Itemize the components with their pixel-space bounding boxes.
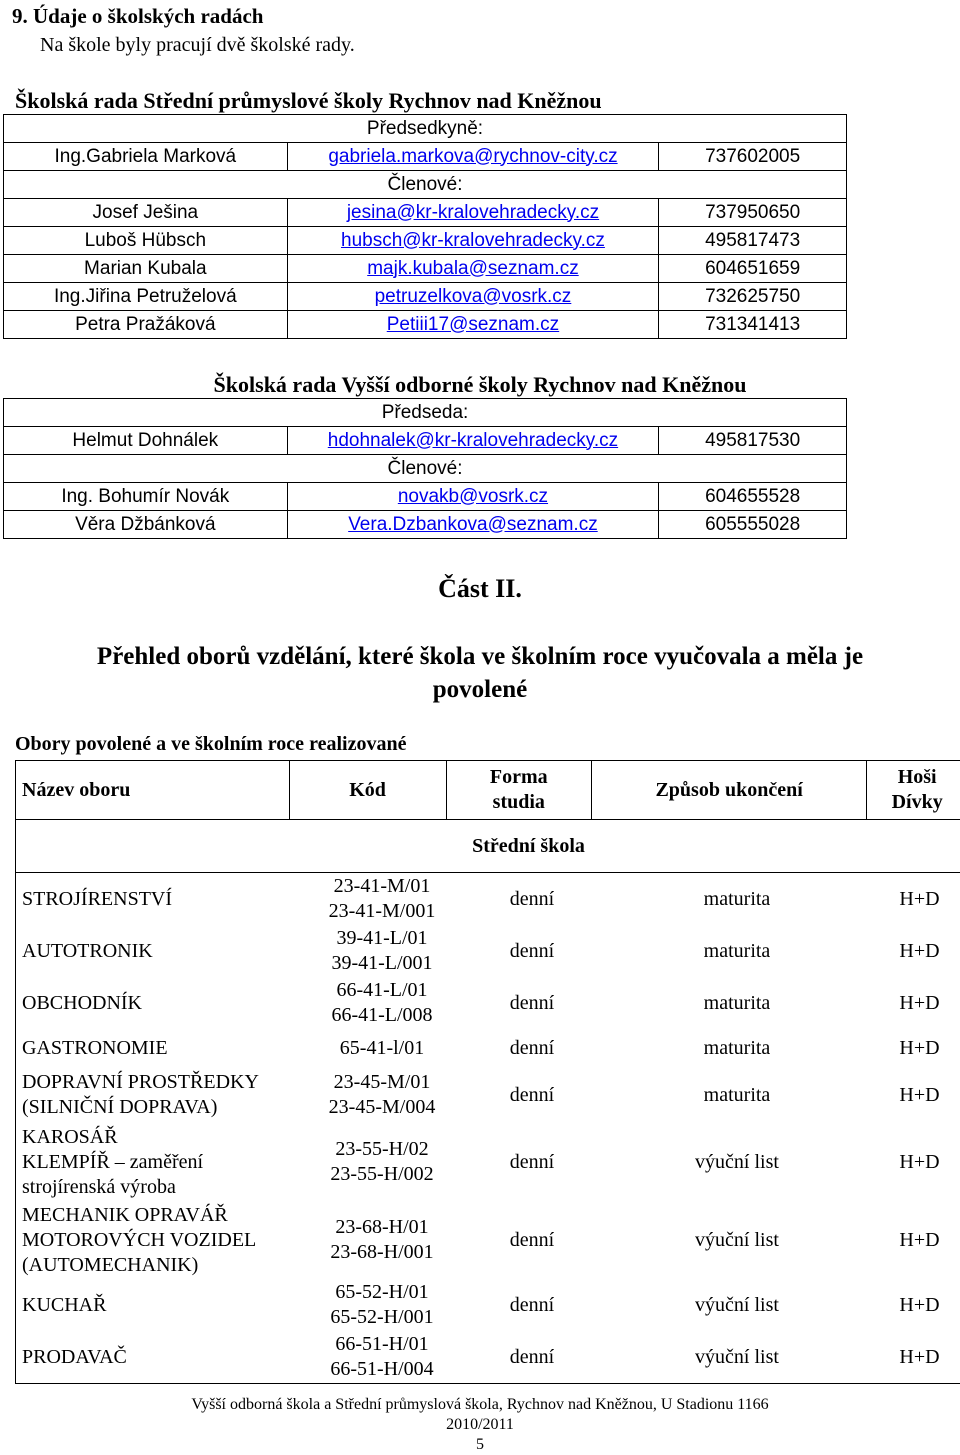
- field-ending: maturita: [602, 940, 872, 963]
- field-code: 65-52-H/01: [302, 1280, 462, 1305]
- chair-label: Předseda:: [4, 399, 847, 427]
- fields-header-row: [16, 761, 960, 820]
- field-name: [16, 1293, 302, 1318]
- field-code: 23-55-H/002: [302, 1162, 462, 1187]
- field-ending: maturita: [602, 1037, 872, 1060]
- field-code: 66-41-L/008: [302, 1003, 462, 1028]
- footer-school: Vyšší odborná škola a Střední průmyslová škola, Rychnov nad Kněžnou, U Stadionu 1166: [0, 1395, 960, 1415]
- field-ending: maturita: [602, 992, 872, 1015]
- rada-sps-table: [3, 114, 847, 339]
- field-code: 39-41-L/01: [302, 926, 462, 951]
- footer: [0, 1395, 960, 1455]
- field-codes: [302, 1070, 462, 1120]
- field-name-line: AUTOTRONIK: [22, 939, 302, 964]
- field-ending: výuční list: [602, 1346, 872, 1369]
- field-codes: [302, 1036, 462, 1061]
- member-row: [4, 283, 847, 311]
- email-link[interactable]: Vera.Dzbankova@seznam.cz: [348, 514, 598, 535]
- field-ending: výuční list: [602, 1294, 872, 1317]
- member-row: [4, 227, 847, 255]
- phone: 495817473: [659, 227, 847, 255]
- phone: 737950650: [659, 199, 847, 227]
- phone: 495817530: [659, 427, 847, 455]
- field-name-line: KAROSÁŘ: [22, 1125, 302, 1150]
- field-row: [16, 1331, 960, 1383]
- field-name-line: strojírenská výroba: [22, 1175, 302, 1200]
- field-ending: výuční list: [602, 1229, 872, 1252]
- school-label: Střední škola: [16, 820, 960, 873]
- field-name-line: GASTRONOMIE: [22, 1036, 302, 1061]
- email-link[interactable]: novakb@vosrk.cz: [398, 486, 548, 507]
- member-row: [4, 483, 847, 511]
- field-gender: H+D: [872, 1151, 960, 1174]
- overview-line-1: Přehled oborů vzdělání, které škola ve školním roce vyučovala a měla je: [20, 640, 940, 673]
- chair-row: [4, 143, 847, 171]
- header-form: [446, 761, 591, 820]
- field-gender: H+D: [872, 1084, 960, 1107]
- phone: 732625750: [659, 283, 847, 311]
- field-code: 23-45-M/004: [302, 1095, 462, 1120]
- field-row: [16, 1067, 960, 1123]
- field-gender: H+D: [872, 1037, 960, 1060]
- field-code: 23-68-H/01: [302, 1215, 462, 1240]
- phone: 731341413: [659, 311, 847, 339]
- field-code: 23-55-H/02: [302, 1137, 462, 1162]
- page-number: 5: [0, 1435, 960, 1455]
- field-name-line: PRODAVAČ: [22, 1345, 302, 1370]
- field-code: 39-41-L/001: [302, 951, 462, 976]
- field-code: 65-52-H/001: [302, 1305, 462, 1330]
- person-name: Ing. Bohumír Novák: [4, 483, 288, 511]
- field-codes: [302, 1332, 462, 1382]
- field-ending: výuční list: [602, 1151, 872, 1174]
- field-gender: H+D: [872, 888, 960, 911]
- header-gender-1: Hoši: [873, 765, 960, 790]
- field-row: [16, 1279, 960, 1331]
- header-gender-2: Dívky: [873, 790, 960, 815]
- field-codes: [302, 1137, 462, 1187]
- field-name: [16, 991, 302, 1016]
- field-name-line: KUCHAŘ: [22, 1293, 302, 1318]
- section-9-intro: Na škole byly pracují dvě školské rady.: [40, 34, 355, 57]
- overview-title: [20, 640, 940, 706]
- field-name-line: DOPRAVNÍ PROSTŘEDKY: [22, 1070, 302, 1095]
- phone: 737602005: [659, 143, 847, 171]
- header-gender: [867, 761, 960, 820]
- field-codes: [302, 1215, 462, 1265]
- field-row: [16, 1029, 960, 1067]
- email-link[interactable]: petruzelkova@vosrk.cz: [375, 286, 572, 307]
- field-codes: [302, 1280, 462, 1330]
- header-form-1: Forma: [453, 765, 585, 790]
- field-name: [16, 1070, 302, 1120]
- fields-subheading: Obory povolené a ve školním roce realizované: [15, 733, 406, 756]
- footer-year: 2010/2011: [0, 1415, 960, 1435]
- rada-vos-title: Školská rada Vyšší odborné školy Rychnov nad Kněžnou: [0, 372, 960, 398]
- member-row: [4, 511, 847, 539]
- rada-vos-table: [3, 398, 847, 539]
- field-codes: [302, 978, 462, 1028]
- field-gender: H+D: [872, 1346, 960, 1369]
- person-name: Věra Džbánková: [4, 511, 288, 539]
- member-row: [4, 311, 847, 339]
- field-row: [16, 977, 960, 1029]
- field-form: denní: [462, 992, 602, 1015]
- member-row: [4, 255, 847, 283]
- header-code: Kód: [289, 761, 446, 820]
- field-gender: H+D: [872, 992, 960, 1015]
- field-code: 66-51-H/01: [302, 1332, 462, 1357]
- phone: 604655528: [659, 483, 847, 511]
- rada-sps-title: Školská rada Střední průmyslové školy Rychnov nad Kněžnou: [15, 88, 602, 114]
- part-2-title: Část II.: [0, 574, 960, 604]
- field-name: [16, 1125, 302, 1200]
- field-name-line: MOTOROVÝCH VOZIDEL: [22, 1228, 302, 1253]
- field-name: [16, 1345, 302, 1370]
- overview-line-2: povolené: [20, 673, 940, 706]
- members-label: Členové:: [4, 171, 847, 199]
- field-form: denní: [462, 940, 602, 963]
- field-form: denní: [462, 1294, 602, 1317]
- field-name: [16, 1203, 302, 1278]
- field-form: denní: [462, 1229, 602, 1252]
- field-codes: [302, 926, 462, 976]
- phone: 605555028: [659, 511, 847, 539]
- email-link[interactable]: hubsch@kr-kralovehradecky.cz: [341, 230, 605, 251]
- section-9-heading: 9. Údaje o školských radách: [12, 4, 263, 29]
- field-row: [16, 925, 960, 977]
- field-name-line: MECHANIK OPRAVÁŘ: [22, 1203, 302, 1228]
- field-row: [16, 1201, 960, 1279]
- field-form: denní: [462, 1084, 602, 1107]
- member-row: [4, 199, 847, 227]
- field-code: 66-41-L/01: [302, 978, 462, 1003]
- field-name: [16, 939, 302, 964]
- field-form: denní: [462, 1346, 602, 1369]
- email-link[interactable]: gabriela.markova@rychnov-city.cz: [328, 146, 617, 167]
- field-gender: H+D: [872, 1229, 960, 1252]
- field-name-line: STROJÍRENSTVÍ: [22, 887, 302, 912]
- field-form: denní: [462, 888, 602, 911]
- phone: 604651659: [659, 255, 847, 283]
- field-form: denní: [462, 1037, 602, 1060]
- field-code: 66-51-H/004: [302, 1357, 462, 1382]
- fields-table: [15, 760, 960, 1384]
- field-name: [16, 1036, 302, 1061]
- field-name-line: (AUTOMECHANIK): [22, 1253, 302, 1278]
- fields-body: [16, 873, 960, 1383]
- person-name: Marian Kubala: [4, 255, 288, 283]
- email-link[interactable]: hdohnalek@kr-kralovehradecky.cz: [328, 430, 618, 451]
- email-link[interactable]: jesina@kr-kralovehradecky.cz: [347, 202, 599, 223]
- field-ending: maturita: [602, 888, 872, 911]
- header-form-2: studia: [453, 790, 585, 815]
- members-label: Členové:: [4, 455, 847, 483]
- field-form: denní: [462, 1151, 602, 1174]
- field-code: 65-41-l/01: [302, 1036, 462, 1061]
- person-name: Luboš Hübsch: [4, 227, 288, 255]
- person-name: Helmut Dohnálek: [4, 427, 288, 455]
- email-link[interactable]: Petiii17@seznam.cz: [387, 314, 559, 335]
- person-name: Ing.Gabriela Marková: [4, 143, 288, 171]
- field-code: 23-68-H/001: [302, 1240, 462, 1265]
- field-name-line: OBCHODNÍK: [22, 991, 302, 1016]
- field-code: 23-45-M/01: [302, 1070, 462, 1095]
- field-name: [16, 887, 302, 912]
- field-row: [16, 873, 960, 925]
- header-ending: Způsob ukončení: [591, 761, 866, 820]
- person-name: Josef Ješina: [4, 199, 288, 227]
- header-name: Název oboru: [16, 761, 290, 820]
- field-name-line: (SILNIČNÍ DOPRAVA): [22, 1095, 302, 1120]
- person-name: Ing.Jiřina Petruželová: [4, 283, 288, 311]
- field-codes: [302, 874, 462, 924]
- field-row: [16, 1123, 960, 1201]
- field-gender: H+D: [872, 940, 960, 963]
- chair-label: Předsedkyně:: [4, 115, 847, 143]
- field-code: 23-41-M/001: [302, 899, 462, 924]
- email-link[interactable]: majk.kubala@seznam.cz: [367, 258, 578, 279]
- field-code: 23-41-M/01: [302, 874, 462, 899]
- field-name-line: KLEMPÍŘ – zaměření: [22, 1150, 302, 1175]
- field-gender: H+D: [872, 1294, 960, 1317]
- school-label-row: [16, 820, 960, 873]
- person-name: Petra Pražáková: [4, 311, 288, 339]
- field-ending: maturita: [602, 1084, 872, 1107]
- chair-row: [4, 427, 847, 455]
